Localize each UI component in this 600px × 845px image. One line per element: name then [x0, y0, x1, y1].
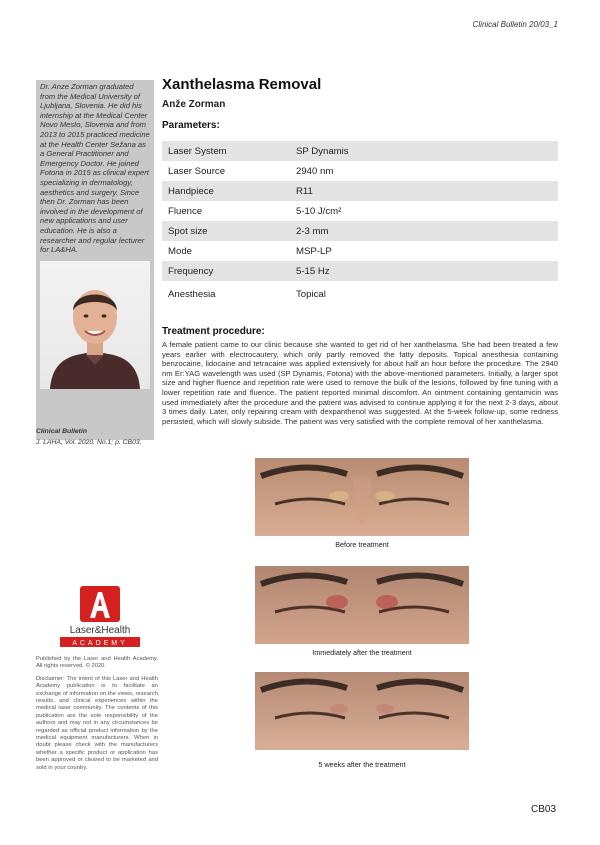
- logo-wordmark: Laser&Health: [69, 625, 131, 636]
- parameter-row: [162, 161, 558, 181]
- parameters-heading: Parameters:: [162, 120, 220, 131]
- article-title: Xanthelasma Removal: [162, 76, 322, 93]
- parameter-row: [162, 201, 558, 221]
- parameter-name: Fluence: [168, 205, 203, 217]
- author-bio-box: [36, 80, 154, 440]
- citation-block: [36, 428, 160, 446]
- parameter-value: MSP-LP: [296, 245, 332, 257]
- citation-title: Clinical Bulletin: [36, 428, 87, 435]
- parameter-name: Frequency: [168, 265, 214, 277]
- article-header: [162, 76, 558, 131]
- parameter-name: Handpiece: [168, 185, 214, 197]
- parameter-name: Laser System: [168, 145, 227, 157]
- logo-academy: ACADEMY: [72, 640, 128, 647]
- author-bio: Dr. Anze Zorman graduated from the Medical University of Ljubljana, Slovenia. He did his internship at the Medical Center Novo Mesto, Slovenia and from 2013 to 2015 practiced medicine at the Health Center Sežana as a General Practitioner and Emergency Doctor. He joined Fotona in 2015 as clinical expert specializing in dermatology, aesthetics and surgery. Since then Dr. Zorman has been involved in the development of new applications and user education. He is also a researcher and regular lecturer for LA&HA.: [40, 82, 150, 255]
- citation-reference: J. LAHA, Vol. 2020, No.1; p. CB03.: [36, 439, 142, 446]
- parameter-value: 5-15 Hz: [296, 265, 330, 277]
- parameter-row: [162, 221, 558, 241]
- parameter-row: [162, 261, 558, 281]
- article-author: Anže Zorman: [162, 99, 226, 110]
- parameter-value: 5-10 J/cm²: [296, 205, 342, 217]
- laha-logo: [54, 586, 146, 648]
- parameter-value: R11: [296, 185, 313, 197]
- photo-before-treatment: [255, 458, 469, 536]
- parameter-name: Laser Source: [168, 165, 226, 177]
- parameter-row: [162, 241, 558, 261]
- parameter-row: [162, 141, 558, 161]
- parameter-value: SP Dynamis: [296, 145, 349, 157]
- parameter-value: 2940 nm: [296, 165, 334, 177]
- photo-caption: Before treatment: [335, 540, 389, 549]
- publisher-note: Published by the Laser and Health Academy. All rights reserved. © 2020.: [36, 656, 158, 670]
- parameter-value: 2-3 mm: [296, 225, 329, 237]
- photo-caption: 5 weeks after the treatment: [318, 760, 406, 769]
- disclaimer-text: Disclaimer: The intent of this Laser and Health Academy publication is to facilitate an exchange of information on the views, research results, and clinical experiences within the medical laser community. The contents of this publication are the sole responsibility of the authors and may not in any circumstances be regarded as official product information by the medical equipment manufacturers. When in doubt please check with the manufacturers whether a specific product or application has been approved or cleared to be marketed and sold in your country.: [36, 675, 158, 771]
- photo-immediately-after: [255, 566, 469, 644]
- procedure-text: A female patient came to our clinic because she wanted to get rid of her xanthelasma. She had been treated a few years earlier with electrocautery, which only partly removed the fatty deposits. Topical anesthesia containing benzocaine, lidocaine and tetracaine was applied extensively for about half an hour before the procedure. The 2940 nm Er:YAG wavelength was used (SP Dynamis, Fotona) with the above-mentioned parameters. Initially, a larger spot size and higher fluence and repetition rate were used to remove the bulk of the lesions, followed by fine tuning with a lower repetition rate and fluence. The patient reported minimal discomfort. An ointment containing gentamicin was used immediately after the procedure and the patient was advised to continue applying it for the next 2-3 days, about 3 times daily. Later, only repairing cream with dexpanthenol was suggested. At the 5-week follow-up, some redness persisted, which will slowly subside. The patient was very satisfied with the complete removal of her xanthelasma.: [162, 340, 558, 426]
- procedure-heading: Treatment procedure:: [162, 326, 265, 337]
- parameter-row: [162, 181, 558, 201]
- parameter-name: Spot size: [168, 225, 208, 237]
- page-number: CB03: [530, 804, 556, 815]
- parameter-name: Anesthesia: [168, 288, 216, 300]
- publisher-info: [36, 656, 158, 777]
- parameter-name: Mode: [168, 245, 192, 257]
- parameter-value: Topical: [296, 288, 326, 300]
- photo-five-weeks-after: [255, 672, 469, 750]
- parameter-row: [162, 281, 558, 307]
- author-sidebar: [36, 80, 154, 440]
- author-portrait: [40, 261, 150, 389]
- parameters-table: [162, 141, 558, 307]
- bulletin-reference: Clinical Bulletin 20/03_1: [472, 20, 558, 29]
- photo-caption: Immediately after the treatment: [312, 648, 412, 657]
